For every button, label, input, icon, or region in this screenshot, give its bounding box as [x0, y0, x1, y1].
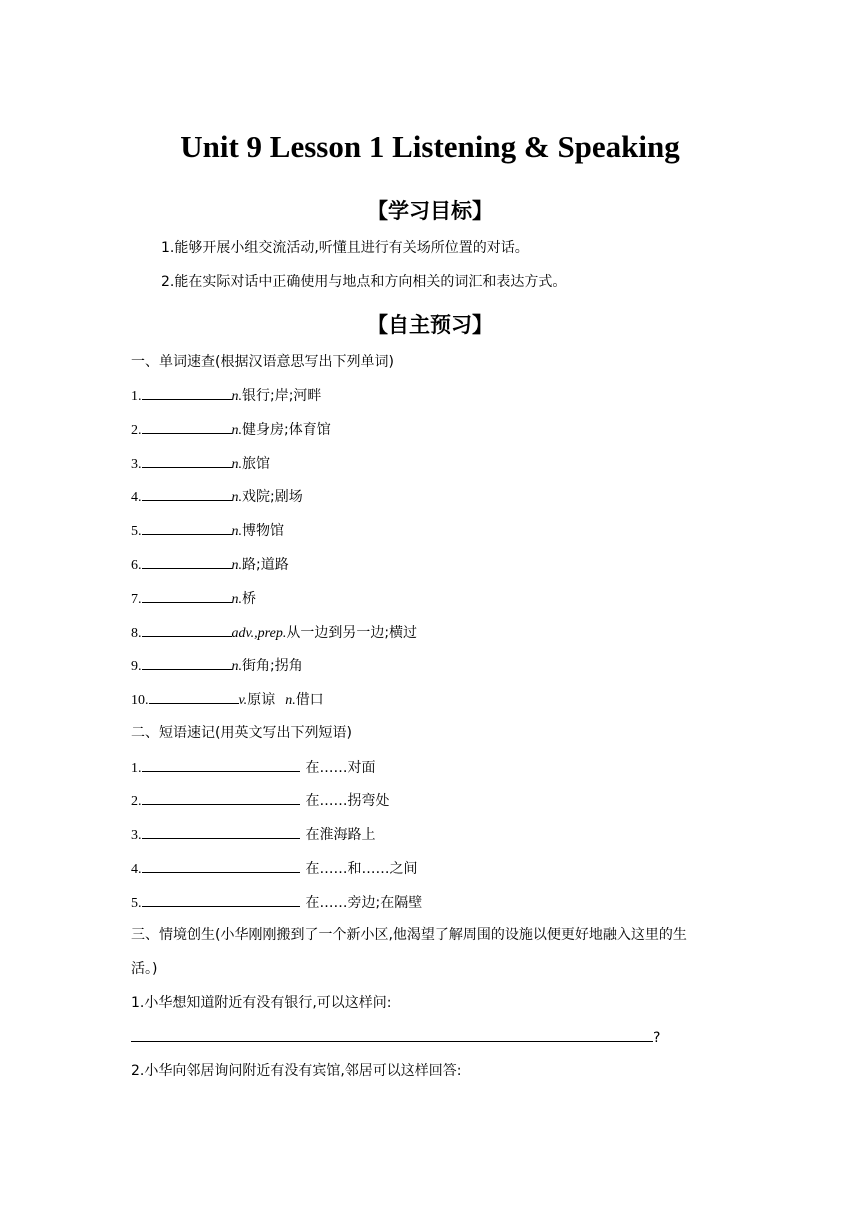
item-number: 3. — [131, 828, 142, 843]
item-number: 4. — [131, 862, 142, 877]
meaning: 在……拐弯处 — [305, 793, 390, 809]
meaning: 博物馆 — [242, 523, 284, 539]
phrase-item — [131, 790, 390, 812]
part-of-speech: v. — [238, 693, 248, 708]
part-of-speech-2: n. — [285, 693, 296, 708]
part-of-speech: n. — [231, 524, 242, 539]
phrase-item — [131, 757, 376, 779]
meaning: 从一边到另一边;横过 — [286, 625, 418, 641]
learning-goals-heading: 【学习目标】 — [367, 199, 493, 223]
answer-blank[interactable] — [142, 824, 300, 839]
part-of-speech: n. — [231, 659, 242, 674]
vocab-item — [131, 588, 256, 610]
answer-blank[interactable] — [142, 554, 232, 569]
item-number: 3. — [131, 457, 142, 472]
item-number: 1. — [131, 389, 142, 404]
answer-blank[interactable] — [142, 757, 300, 772]
meaning: 路;道路 — [242, 557, 289, 573]
part-of-speech: n. — [231, 389, 242, 404]
scenario-question-2: 2.小华向邻居询问附近有没有宾馆,邻居可以这样回答: — [131, 1063, 462, 1079]
answer-blank[interactable] — [131, 1027, 653, 1042]
vocab-item — [131, 486, 303, 508]
vocab-item — [131, 622, 417, 644]
answer-blank[interactable] — [142, 453, 232, 468]
meaning: 健身房;体育馆 — [242, 422, 331, 438]
meaning: 原谅 — [247, 692, 276, 708]
part2-heading: 二、短语速记(用英文写出下列短语) — [131, 725, 352, 741]
goal-item-1: 1.能够开展小组交流活动,听懂且进行有关场所位置的对话。 — [161, 240, 529, 256]
item-number: 10. — [131, 693, 149, 708]
part-of-speech: n. — [231, 490, 242, 505]
vocab-item — [131, 419, 331, 441]
vocab-item — [131, 520, 284, 542]
answer-blank[interactable] — [142, 486, 232, 501]
answer-blank[interactable] — [142, 520, 232, 535]
item-number: 5. — [131, 896, 142, 911]
part3-heading: 三、情境创生(小华刚刚搬到了一个新小区,他渴望了解周围的设施以便更好地融入这里的生 — [131, 927, 687, 943]
meaning-2: 借口 — [295, 692, 324, 708]
vocab-item — [131, 655, 303, 677]
item-number: 2. — [131, 794, 142, 809]
vocab-item — [131, 385, 321, 407]
answer-blank[interactable] — [142, 790, 300, 805]
question-mark: ? — [653, 1030, 661, 1046]
vocab-item — [131, 453, 270, 475]
scenario-question-1: 1.小华想知道附近有没有银行,可以这样问: — [131, 995, 392, 1011]
item-number: 5. — [131, 524, 142, 539]
item-number: 7. — [131, 592, 142, 607]
meaning: 在……旁边;在隔壁 — [305, 895, 423, 911]
goal-item-2: 2.能在实际对话中正确使用与地点和方向相关的词汇和表达方式。 — [161, 274, 567, 290]
part-of-speech: n. — [231, 457, 242, 472]
answer-blank[interactable] — [142, 892, 300, 907]
item-number: 1. — [131, 761, 142, 776]
page-title: Unit 9 Lesson 1 Listening & Speaking — [180, 129, 680, 164]
part-of-speech: n. — [231, 592, 242, 607]
vocab-item — [131, 554, 289, 576]
vocab-item — [131, 689, 324, 711]
meaning: 在……和……之间 — [305, 861, 418, 877]
meaning: 银行;岸;河畔 — [242, 388, 322, 404]
item-number: 9. — [131, 659, 142, 674]
answer-blank[interactable] — [142, 419, 232, 434]
meaning: 桥 — [242, 591, 256, 607]
part-of-speech: n. — [231, 558, 242, 573]
meaning: 旅馆 — [242, 456, 270, 472]
part1-heading: 一、单词速查(根据汉语意思写出下列单词) — [131, 354, 394, 370]
item-number: 6. — [131, 558, 142, 573]
meaning: 在……对面 — [305, 760, 376, 776]
phrase-item — [131, 824, 376, 846]
self-preview-heading: 【自主预习】 — [367, 313, 493, 337]
meaning: 街角;拐角 — [242, 658, 303, 674]
answer-blank[interactable] — [142, 588, 232, 603]
part-of-speech: adv.,prep. — [231, 626, 287, 641]
phrase-item — [131, 858, 418, 880]
item-number: 2. — [131, 423, 142, 438]
answer-blank[interactable] — [142, 622, 232, 637]
part3-heading-continued: 活。) — [131, 961, 158, 977]
answer-blank[interactable] — [142, 858, 300, 873]
answer-blank[interactable] — [142, 655, 232, 670]
part-of-speech: n. — [231, 423, 242, 438]
item-number: 4. — [131, 490, 142, 505]
phrase-item — [131, 892, 422, 914]
answer-blank[interactable] — [149, 689, 239, 704]
answer-blank[interactable] — [142, 385, 232, 400]
item-number: 8. — [131, 626, 142, 641]
scenario-answer-line-1 — [131, 1027, 660, 1048]
meaning: 戏院;剧场 — [242, 489, 303, 505]
meaning: 在淮海路上 — [305, 827, 376, 843]
